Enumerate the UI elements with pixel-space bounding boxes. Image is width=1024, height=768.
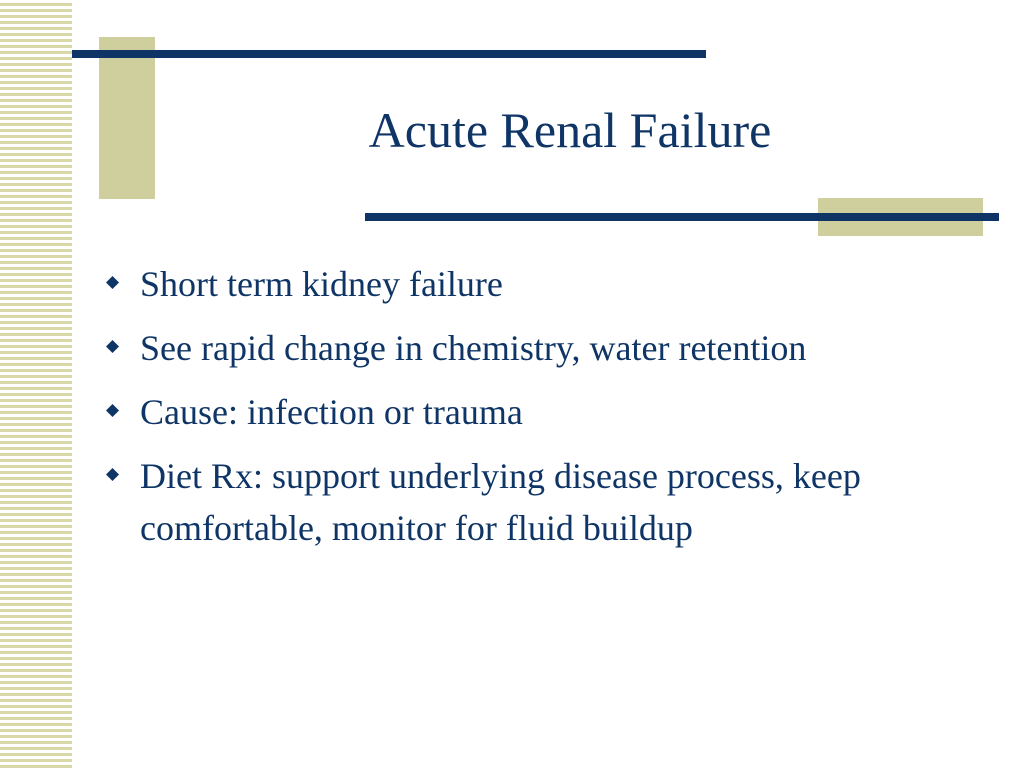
decorative-stripe-band (0, 0, 72, 768)
decorative-rule-bottom (365, 213, 999, 221)
bullet-item (104, 258, 994, 310)
diamond-bullet-icon (106, 404, 119, 417)
diamond-bullet-icon (106, 276, 119, 289)
bullet-item (104, 322, 994, 374)
bullet-text: Cause: infection or trauma (140, 392, 523, 432)
bullet-list (104, 258, 994, 566)
bullet-text: Short term kidney failure (140, 264, 503, 304)
bullet-item (104, 386, 994, 438)
diamond-bullet-icon (106, 340, 119, 353)
bullet-item (104, 450, 994, 554)
decorative-accent-block-top (99, 37, 155, 199)
bullet-text: Diet Rx: support underlying disease process, keep comfortable, monitor for fluid buildup (140, 456, 861, 548)
bullet-text: See rapid change in chemistry, water retention (140, 328, 807, 368)
diamond-bullet-icon (106, 468, 119, 481)
decorative-rule-top (72, 50, 706, 58)
slide-title: Acute Renal Failure (368, 102, 772, 158)
